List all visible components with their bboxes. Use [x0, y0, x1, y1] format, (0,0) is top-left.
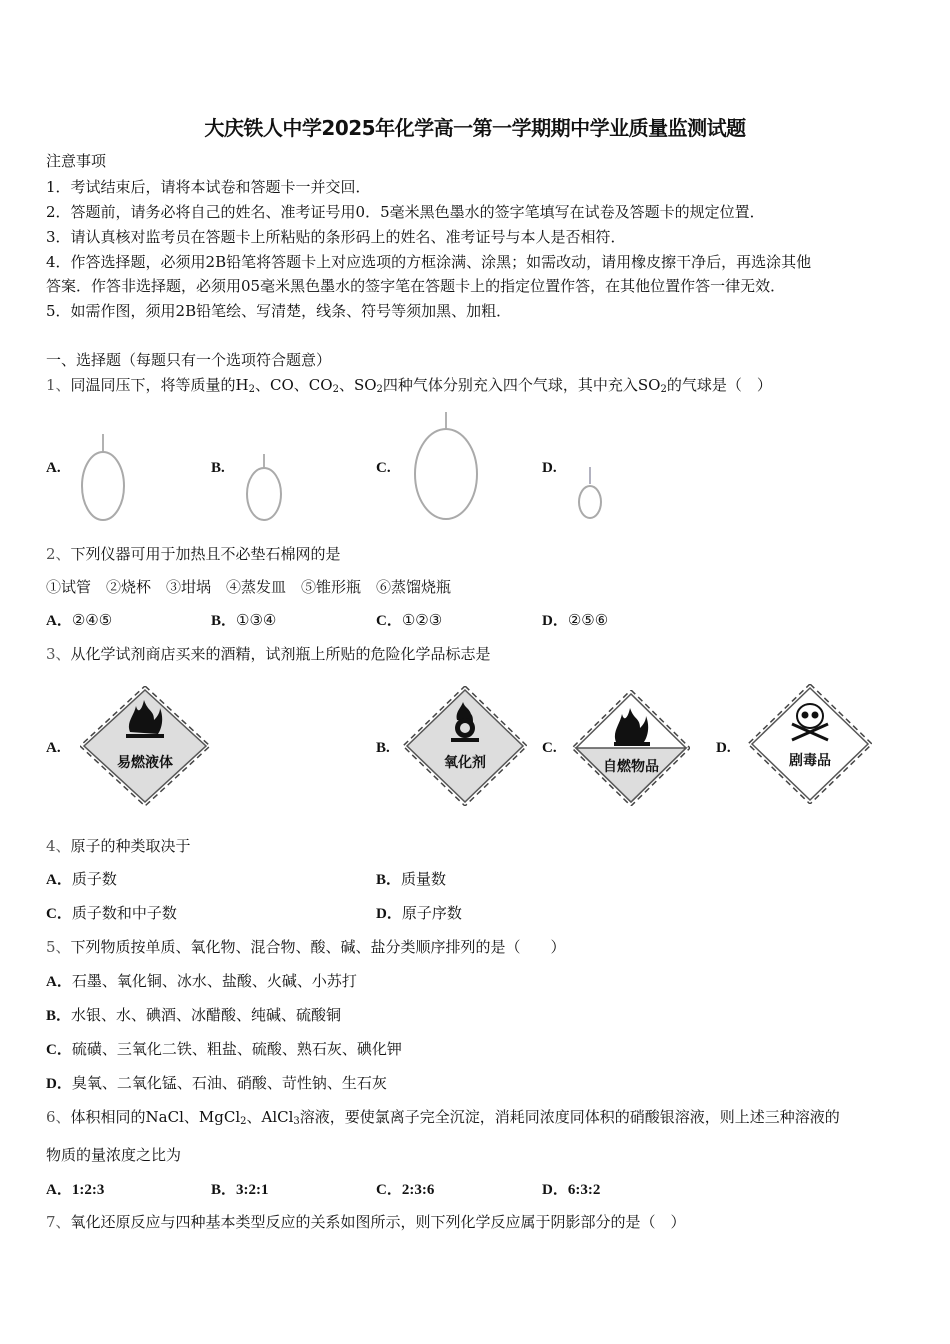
sign-label: 易燃液体 [117, 755, 173, 771]
q1-option-a[interactable]: A. [46, 460, 61, 476]
medium-balloon-icon [75, 432, 131, 524]
q1-option-b[interactable]: B. [211, 460, 225, 476]
q4-option-d[interactable]: D．原子序数 [376, 904, 462, 922]
notice-item: 3．请认真核对监考员在答题卡上所粘贴的条形码上的姓名、准考证号与本人是否相符． [46, 228, 626, 246]
skull-diamond-icon [748, 684, 872, 804]
q6-option-c[interactable]: C．2:3:6 [376, 1182, 435, 1198]
q5-option-d[interactable]: D．臭氧、二氧化锰、石油、硝酸、苛性钠、生石灰 [46, 1074, 387, 1092]
question-4: 4、原子的种类取决于 [46, 837, 191, 855]
question-6-continued: 物质的量浓度之比为 [46, 1146, 182, 1164]
q2-option-c[interactable]: C．①②③ [376, 611, 443, 629]
question-1: 1、同温同压下，将等质量的$H_2$、CO、$CO_2$、$SO_2$四种气体分别充入四个气球，其中充入$SO_2$的气球是（ ） [46, 376, 772, 395]
smallest-balloon-icon [574, 466, 606, 524]
notice-item: 5．如需作图，须用2B铅笔绘、写清楚，线条、符号等须加黑、加粗． [46, 302, 512, 320]
q6-option-b[interactable]: B．3:2:1 [211, 1182, 269, 1198]
q3-option-c[interactable]: C. [542, 740, 557, 756]
large-balloon-icon [408, 410, 484, 526]
q1-option-d[interactable]: D. [542, 460, 557, 476]
notice-item: 4．作答选择题，必须用2B铅笔将答题卡上对应选项的方框涂满、涂黑；如需改动，请用橡皮擦干净后，再选涂其他 [46, 253, 812, 271]
q2-option-d[interactable]: D．②⑤⑥ [542, 611, 609, 629]
q5-option-c[interactable]: C．硫磺、三氧化二铁、粗盐、硫酸、熟石灰、碘化钾 [46, 1040, 402, 1058]
notice-item: 2．答题前，请务必将自己的姓名、准考证号用0．5毫米黑色墨水的签字笔填写在试卷及答题卡的规定位置． [46, 203, 765, 221]
flammable-diamond-icon [80, 686, 210, 806]
question-7: 7、氧化还原反应与四种基本类型反应的关系如图所示，则下列化学反应属于阴影部分的是（ ） [46, 1213, 686, 1231]
q6-option-d[interactable]: D．6:3:2 [542, 1182, 601, 1198]
q2-option-b[interactable]: B．①③④ [211, 611, 277, 629]
oxidizer-sign [403, 686, 527, 806]
page-title: 大庆铁人中学2025年化学高一第一学期期中学业质量监测试题 [204, 116, 746, 140]
combustible-diamond-icon [572, 690, 690, 806]
q5-option-b[interactable]: B．水银、水、碘酒、冰醋酸、纯碱、硫酸铜 [46, 1006, 342, 1024]
q3-option-a[interactable]: A. [46, 740, 61, 756]
question-5: 5、下列物质按单质、氧化物、混合物、酸、碱、盐分类顺序排列的是（ ） [46, 938, 566, 956]
question-6: 6、体积相同的NaCl、MgCl$_2$、AlCl$_3$溶液，要使氯离子完全沉淀，消耗同浓度同体积的硝酸银溶液，则上述三种溶液的 [46, 1108, 840, 1127]
sign-label: 氧化剂 [444, 755, 486, 771]
q4-option-c[interactable]: C．质子数和中子数 [46, 904, 177, 922]
q2-instruments: ①试管 ②烧杯 ③坩埚 ④蒸发皿 ⑤锥形瓶 ⑥蒸馏烧瓶 [46, 578, 452, 596]
sign-label: 剧毒品 [789, 753, 831, 769]
q6-option-a[interactable]: A．1:2:3 [46, 1182, 105, 1198]
q4-option-a[interactable]: A．质子数 [46, 870, 117, 888]
q3-option-d[interactable]: D. [716, 740, 731, 756]
q2-option-a[interactable]: A．②④⑤ [46, 611, 113, 629]
q5-option-a[interactable]: A．石墨、氧化铜、冰水、盐酸、火碱、小苏打 [46, 972, 357, 990]
small-balloon-icon [240, 452, 288, 524]
toxic-sign [748, 684, 872, 804]
notice-item: 答案．作答非选择题，必须用05毫米黑色墨水的签字笔在答题卡上的指定位置作答，在其他位置作答一律无效． [46, 277, 786, 295]
notice-heading: 注意事项 [46, 152, 107, 170]
flammable-liquid-sign [80, 686, 210, 806]
question-3: 3、从化学试剂商店买来的酒精，试剂瓶上所贴的危险化学品标志是 [46, 645, 491, 663]
q3-option-b[interactable]: B. [376, 740, 390, 756]
spontaneously-combustible-sign [572, 690, 690, 806]
notice-item: 1．考试结束后，请将本试卷和答题卡一并交回． [46, 178, 371, 196]
section-heading: 一、选择题（每题只有一个选项符合题意） [46, 351, 332, 369]
question-2: 2、下列仪器可用于加热且不必垫石棉网的是 [46, 545, 341, 563]
oxidizer-diamond-icon [403, 686, 527, 806]
q4-option-b[interactable]: B．质量数 [376, 870, 447, 888]
q1-option-c[interactable]: C. [376, 460, 391, 476]
sign-label: 自燃物品 [603, 759, 659, 775]
